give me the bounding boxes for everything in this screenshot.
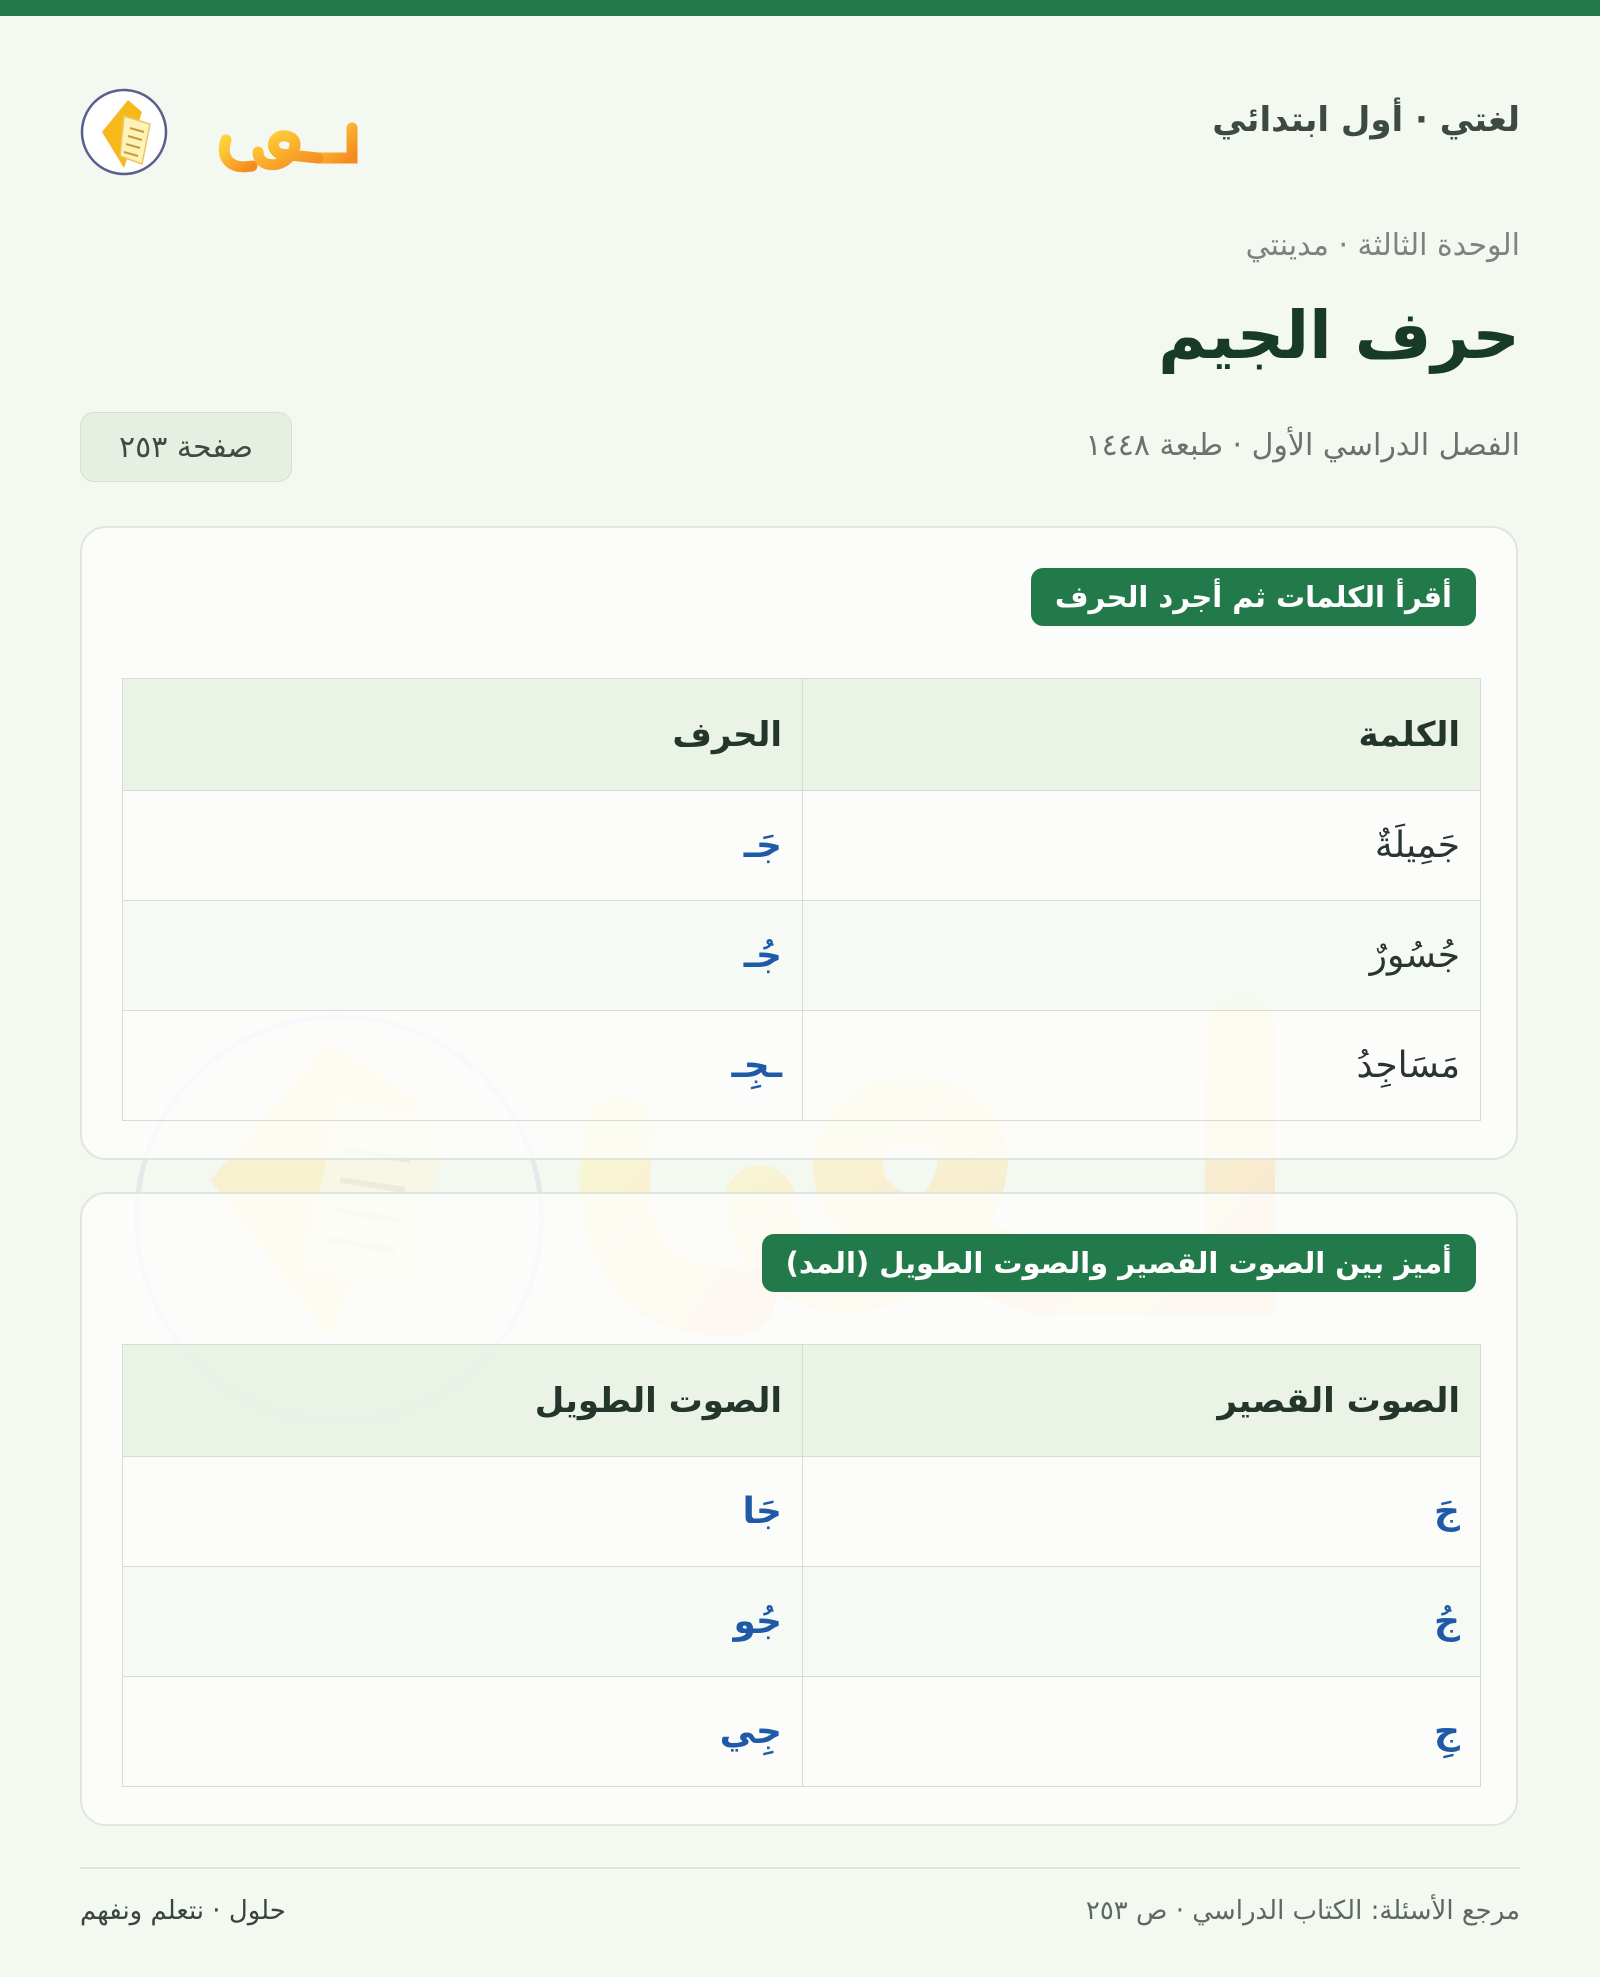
table-row [123, 1567, 1481, 1677]
table-header-row [123, 679, 1481, 791]
word-cell: جُسُورٌ [803, 901, 1481, 1011]
word-letter-table [122, 678, 1481, 1121]
word-cell: مَسَاجِدُ [803, 1011, 1481, 1121]
letter-cell: جَـ [123, 791, 803, 901]
term-edition-label: الفصل الدراسي الأول · طبعة ١٤٤٨ [1085, 428, 1520, 463]
long-sound-cell: جَا [123, 1457, 803, 1567]
long-sound-cell: جُو [123, 1567, 803, 1677]
footer-divider [80, 1867, 1520, 1869]
word-cell: جَمِيلَةٌ [803, 791, 1481, 901]
book-page-icon [80, 60, 380, 190]
unit-label: الوحدة الثالثة · مدينتي [1245, 228, 1520, 263]
page-number-badge: صفحة ٢٥٣ [80, 412, 292, 482]
short-sound-cell: جُ [803, 1567, 1481, 1677]
word-letter-card [80, 526, 1518, 1160]
breadcrumb: لغتي · أول ابتدائي [1212, 100, 1520, 140]
long-sound-cell: جِي [123, 1677, 803, 1787]
column-header-letter: الحرف [123, 679, 803, 791]
short-sound-cell: جِ [803, 1677, 1481, 1787]
top-accent-bar [0, 0, 1600, 16]
column-header-short-sound: الصوت القصير [803, 1345, 1481, 1457]
short-long-sound-card [80, 1192, 1518, 1826]
table-header-row [123, 1345, 1481, 1457]
table-row [123, 1457, 1481, 1567]
footer-reference: مرجع الأسئلة: الكتاب الدراسي · ص ٢٥٣ [1085, 1896, 1520, 1926]
letter-cell: ـجِـ [123, 1011, 803, 1121]
short-long-table [122, 1344, 1481, 1787]
table-row [123, 1011, 1481, 1121]
page-title: حرف الجيم [1158, 297, 1520, 374]
column-header-word: الكلمة [803, 679, 1481, 791]
brand-logo[interactable] [80, 60, 380, 190]
column-header-long-sound: الصوت الطويل [123, 1345, 803, 1457]
short-sound-cell: جَ [803, 1457, 1481, 1567]
table-row [123, 1677, 1481, 1787]
page-header [80, 60, 1520, 190]
section-tag-read-words: أقرأ الكلمات ثم أجرد الحرف [1031, 568, 1476, 626]
table-row [123, 901, 1481, 1011]
section-tag-short-long: أميز بين الصوت القصير والصوت الطويل (المد) [762, 1234, 1476, 1292]
footer-slogan: حلول · نتعلم ونفهم [80, 1896, 286, 1926]
table-row [123, 791, 1481, 901]
letter-cell: جُـ [123, 901, 803, 1011]
